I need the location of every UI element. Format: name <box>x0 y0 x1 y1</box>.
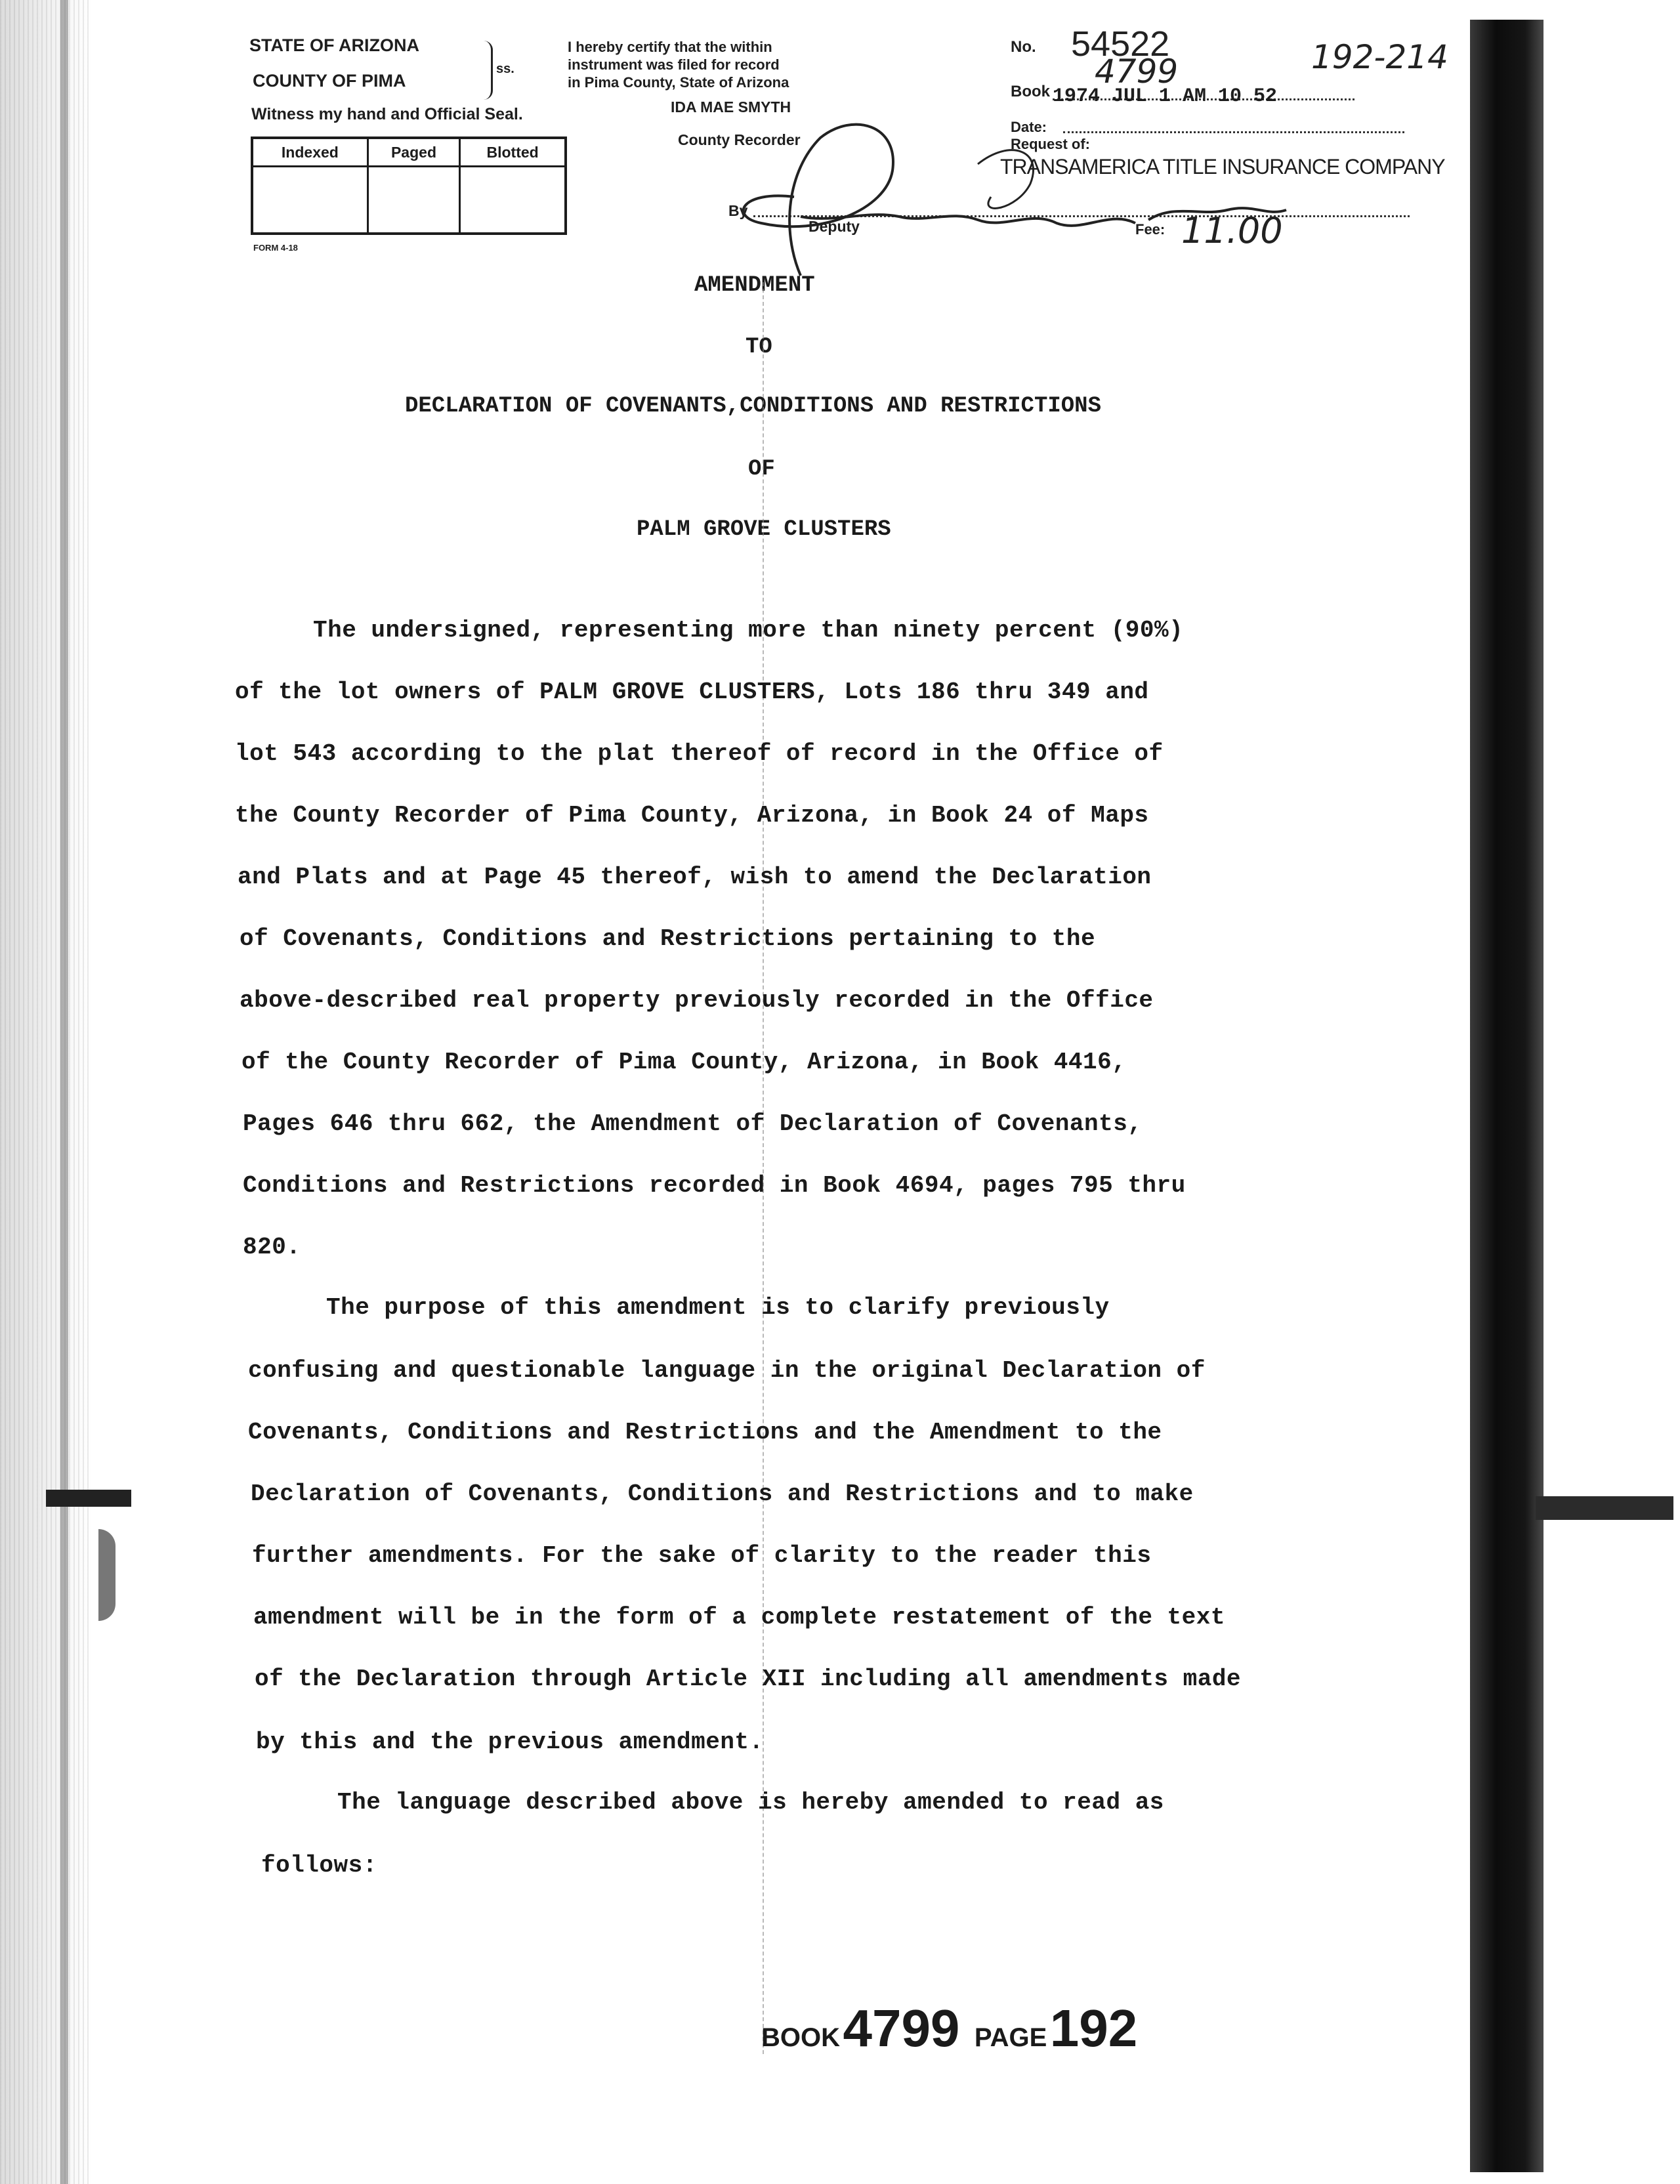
table-header-indexed: Indexed <box>252 138 368 167</box>
body-line-18: of the Declaration through Article XII including all amendments made <box>255 1666 1242 1692</box>
stamp-witness: Witness my hand and Official Seal. <box>251 105 523 123</box>
heading-subdivision: PALM GROVE CLUSTERS <box>637 517 891 542</box>
fee-label: Fee: <box>1135 221 1166 238</box>
body-line-16: further amendments. For the sake of clarity to the reader this <box>252 1542 1152 1569</box>
heading-to: TO <box>746 335 772 360</box>
body-line-7: above-described real property previously recorded in the Office <box>240 987 1154 1014</box>
body-line-20: The language described above is hereby amended to read as <box>337 1789 1164 1816</box>
stamp-county: COUNTY OF PIMA <box>253 71 406 91</box>
body-line-6: of Covenants, Conditions and Restrictions pertaining to the <box>240 925 1096 952</box>
footer-page-label: PAGE <box>974 2023 1047 2052</box>
pages-handwritten: 192-214 <box>1311 38 1448 76</box>
book-handwritten: 4799 <box>1095 52 1179 91</box>
scan-edge-right <box>1470 20 1544 2172</box>
body-line-12: The purpose of this amendment is to clarify previously <box>326 1294 1110 1321</box>
binding-clip-left-curve <box>98 1529 116 1621</box>
stamp-state: STATE OF ARIZONA <box>249 35 419 55</box>
body-line-5: and Plats and at Page 45 thereof, wish to amend the Declaration <box>238 864 1152 891</box>
scan-edge-left-bar <box>60 0 68 2184</box>
recorder-title: County Recorder <box>678 131 801 148</box>
heading-declaration: DECLARATION OF COVENANTS,CONDITIONS AND RESTRICTIONS <box>405 394 1101 419</box>
heading-of: OF <box>748 457 775 482</box>
body-line-2: of the lot owners of PALM GROVE CLUSTERS, Lots 186 thru 349 and <box>235 679 1149 705</box>
heading-amendment: AMENDMENT <box>694 273 815 298</box>
body-line-14: Covenants, Conditions and Restrictions and the Amendment to the <box>248 1419 1162 1446</box>
binding-clip-left <box>46 1490 131 1507</box>
book-label: Book <box>1011 83 1050 100</box>
table-cell-paged <box>368 167 459 234</box>
request-label: Request of: <box>1011 136 1090 152</box>
body-line-8: of the County Recorder of Pima County, Arizona, in Book 4416, <box>242 1049 1127 1076</box>
by-label: By <box>728 202 748 219</box>
footer-book-label: BOOK <box>761 2023 840 2052</box>
date-time-stamp: 1974 JUL 1 AM 10 52 <box>1053 85 1278 108</box>
body-line-11: 820. <box>243 1234 301 1261</box>
body-line-15: Declaration of Covenants, Conditions and Restrictions and to make <box>251 1480 1194 1507</box>
scan-edge-left <box>0 0 92 2184</box>
book-page-stamp <box>761 1998 1137 2059</box>
footer-page-number: 192 <box>1049 1999 1138 2057</box>
body-line-21: follows: <box>261 1852 377 1879</box>
table-header-blotted: Blotted <box>460 138 566 167</box>
stamp-ss: ss. <box>496 62 514 76</box>
table-cell-indexed <box>252 167 368 234</box>
stamp-brace <box>479 41 493 100</box>
footer-book-number: 4799 <box>843 1999 960 2057</box>
body-line-9: Pages 646 thru 662, the Amendment of Declaration of Covenants, <box>243 1110 1143 1137</box>
table-header-paged: Paged <box>368 138 459 167</box>
certify-line-3: in Pima County, State of Arizona <box>568 74 789 91</box>
body-line-10: Conditions and Restrictions recorded in Book 4694, pages 795 thru <box>243 1172 1186 1199</box>
binding-clip-right <box>1536 1496 1673 1520</box>
certify-line-1: I hereby certify that the within <box>568 39 772 55</box>
deputy-label: Deputy <box>808 218 860 235</box>
document-number: 54522 <box>1071 24 1170 64</box>
body-line-3: lot 543 according to the plat thereof of record in the Office of <box>235 740 1164 767</box>
date-line <box>1063 131 1404 133</box>
number-label: No. <box>1011 38 1036 56</box>
form-number: FORM 4-18 <box>253 243 298 253</box>
request-company: TRANSAMERICA TITLE INSURANCE COMPANY <box>1000 155 1445 178</box>
scan-margin-right <box>1544 20 1680 2172</box>
table-cell-blotted <box>460 167 566 234</box>
body-line-13: confusing and questionable language in the original Declaration of <box>248 1357 1206 1384</box>
fee-handwritten: 11.00 <box>1181 210 1283 251</box>
page-fold-crease <box>763 282 764 2054</box>
date-label: Date: <box>1011 119 1047 135</box>
record-index-table <box>251 136 567 235</box>
body-line-4: the County Recorder of Pima County, Arizona, in Book 24 of Maps <box>235 802 1149 829</box>
certify-line-2: instrument was filed for record <box>568 56 780 73</box>
body-line-1: The undersigned, representing more than ninety percent (90%) <box>313 617 1184 644</box>
body-line-19: by this and the previous amendment. <box>256 1729 764 1755</box>
recorder-name: IDA MAE SMYTH <box>671 98 791 116</box>
body-line-17: amendment will be in the form of a complete restatement of the text <box>253 1604 1225 1631</box>
